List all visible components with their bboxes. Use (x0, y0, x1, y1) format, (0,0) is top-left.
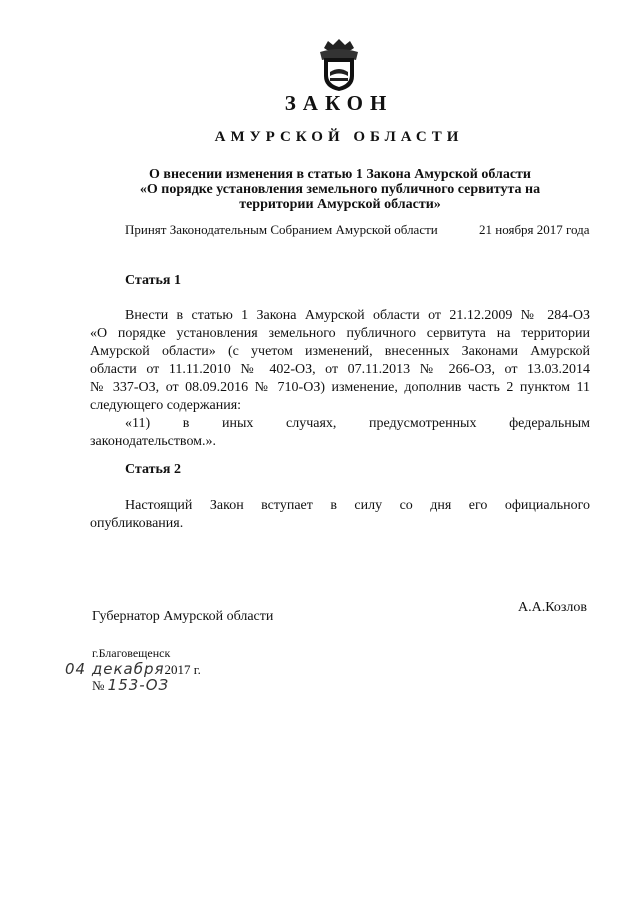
article-1-body (90, 307, 590, 451)
article-line: № 337-ОЗ, от 08.09.2016 № 710-ОЗ) изменение, дополнив часть 2 пунктом 11 (90, 380, 590, 395)
handwritten-date: 04 декабря (65, 660, 165, 678)
handwritten-number: 153-ОЗ (107, 676, 170, 694)
article-line: «О порядке установления земельного публичного сервитута на территории (90, 326, 590, 341)
coat-of-arms-emblem (318, 38, 360, 92)
article-line: опубликования. (90, 516, 184, 531)
article-line: Настоящий Закон вступает в силу со дня его официального (125, 498, 590, 513)
adoption-date: 21 ноября 2017 года (479, 222, 590, 237)
subject-line: территории Амурской области» (239, 197, 441, 212)
subject-line: «О порядке установления земельного публичного сервитута на (139, 182, 541, 197)
article-line: области от 11.11.2010 № 402-ОЗ, от 07.11.2013 № 266-ОЗ, от 13.03.2014 (90, 362, 590, 377)
article-2-body (90, 497, 590, 533)
quote-line: законодательством.». (90, 434, 217, 449)
adoption-text: Принят Законодательным Собранием Амурской области (125, 222, 438, 237)
article-2-title: Статья 2 (125, 462, 181, 477)
law-title: ЗАКОН (284, 91, 394, 115)
article-line: Внести в статью 1 Закона Амурской области от 21.12.2009 № 284-ОЗ (125, 308, 590, 323)
city-name: г.Благовещенск (92, 646, 171, 660)
region-title: АМУРСКОЙ ОБЛАСТИ (214, 129, 464, 145)
quote-line: «11) в иных случаях, предусмотренных федеральным (125, 416, 590, 431)
law-number (92, 676, 169, 694)
law-subject (90, 167, 590, 212)
governor-position: Губернатор Амурской области (92, 609, 274, 624)
subject-line: О внесении изменения в статью 1 Закона Амурской области (149, 167, 531, 182)
number-sign: № (92, 678, 105, 693)
date-year: 2017 г. (164, 662, 201, 677)
article-line: следующего содержания: (90, 398, 242, 413)
governor-name: А.А.Козлов (518, 600, 587, 615)
article-line: Амурской области» (с учетом изменений, внесенных Законами Амурской (90, 344, 590, 359)
article-1-title: Статья 1 (125, 273, 181, 288)
